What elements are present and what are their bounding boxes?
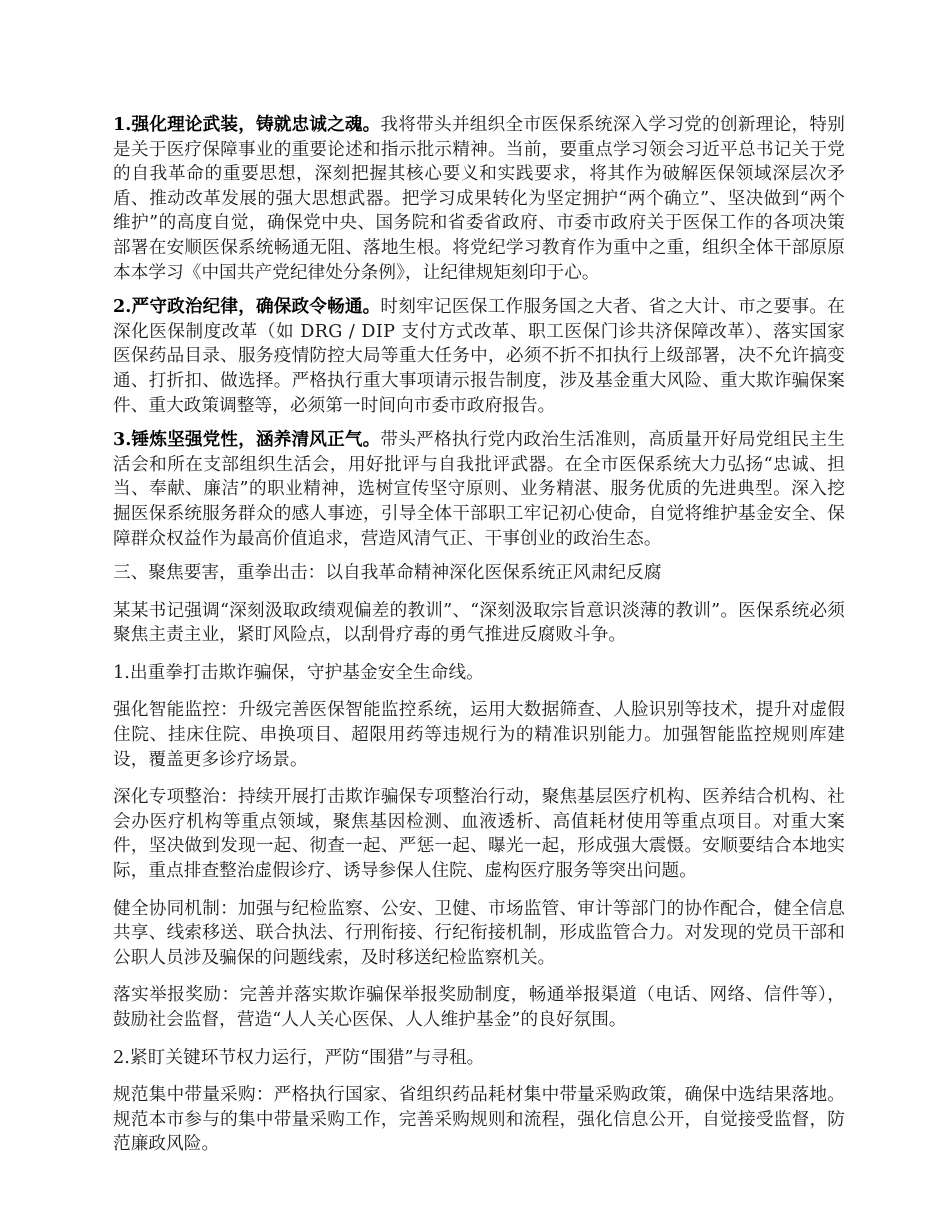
paragraph-block-1 xyxy=(113,113,845,285)
paragraph-block-10: 落实举报奖励：完善并落实欺诈骗保举报奖励制度，畅通举报渠道（电话、网络、信件等），鼓励社会监督，营造“人人关心医保、人人维护基金”的良好氛围。 xyxy=(113,985,845,1030)
acronym-drg-dip: DRG / DIP xyxy=(300,321,396,342)
paragraph-lead-3: 3.锤炼坚强党性，涵养清风正气。 xyxy=(113,429,381,451)
paragraph-block-12: 规范集中带量采购：严格执行国家、省组织药品耗材集中带量采购政策，确保中选结果落地。规范本市参与的集中带量采购工作，完善采购规则和流程，强化信息公开，自觉接受监督，防范廉政风险。 xyxy=(113,1085,845,1155)
paragraph-lead-1: 1.强化理论武装，铸就忠诚之魂。 xyxy=(113,114,381,135)
section-heading-three: 三、聚焦要害，重拳出击：以自我革命精神深化医保系统正风肃纪反腐 xyxy=(113,563,662,584)
numbered-line-1: 1.出重拳打击欺诈骗保，守护基金安全生命线。 xyxy=(113,662,484,683)
paragraph-block-8: 深化专项整治：持续开展打击欺诈骗保专项整治行动，聚焦基层医疗机构、医养结合机构、社会办医疗机构等重点领域，聚焦基因检测、血液透析、高值耗材使用等重点项目。对重大案件，坚决做到发现一起、彻查一起、严惩一起、曝光一起，形成强大震慑。安顺要结合本地实际，重点排查整治虚假诊疗、诱导参保人住院、虚构医疗服务等突出问题。 xyxy=(113,787,845,882)
document-text-body xyxy=(113,113,845,1157)
paragraph-block-9: 健全协同机制：加强与纪检监察、公安、卫健、市场监管、审计等部门的协作配合，健全信息共享、线索移送、联合执法、行刑衔接、行纪衔接机制，形成监管合力。对发现的党员干部和公职人员涉及骗保的问题线索，及时移送纪检监察机关。 xyxy=(113,898,845,968)
paragraph-block-5: 某某书记强调“深刻汲取政绩观偏差的教训”、“深刻汲取宗旨意识淡薄的教训”。医保系统必须聚焦主责主业，紧盯风险点，以刮骨疗毒的勇气推进反腐败斗争。 xyxy=(113,600,845,646)
paragraph-body-1: 我将带头并组织全市医保系统深入学习党的创新理论，特别是关于医疗保障事业的重要论述和指示批示精神。当前，要重点学习领会习近平总书记关于党的自我革命的重要思想，深刻把握其核心要义和实践要求，将其作为破解医保领域深层次矛盾、推动改革发展的强大思想武器。把学习成果转化为坚定拥护“两个确立”、坚决做到“两个维护”的高度自觉，确保党中央、国务院和省委省政府、市委市政府关于医保工作的各项决策部署在安顺医保系统畅通无阻、落地生根。将党纪学习教育作为重中之重，组织全体干部原原本本学习《中国共产党纪律处分条例》，让纪律规矩刻印于心。 xyxy=(113,115,845,283)
paragraph-block-7: 强化智能监控：升级完善医保智能监控系统，运用大数据筛查、人脸识别等技术，提升对虚假住院、挂床住院、串换项目、超限用药等违规行为的精准识别能力。加强智能监控规则库建设，覆盖更多诊疗场景。 xyxy=(113,700,845,770)
paragraph-body-3: 带头严格执行党内政治生活准则，高质量开好局党组民主生活会和所在支部组织生活会，用好批评与自我批评武器。在全市医保系统大力弘扬“忠诚、担当、奉献、廉洁”的职业精神，选树宣传坚守原则、业务精湛、服务优质的先进典型。深入挖掘医保系统服务群众的感人事迹，引导全体干部职工牢记初心使命，自觉将维护基金安全、保障群众权益作为最高价值追求，营造风清气正、干事创业的政治生态。 xyxy=(113,430,845,549)
paragraph-body-2b: 支付方式改革、职工医保门诊共济保障改革）、落实国家医保药品目录、服务疫情防控大局等重大任务中，必须不折不扣执行上级部署，决不允许搞变通、打折扣、做选择。严格执行重大事项请示报告制度，涉及基金重大风险、重大欺诈骗保案件、重大政策调整等，必须第一时间向市委市政府报告。 xyxy=(113,321,845,416)
paragraph-block-3 xyxy=(113,428,845,551)
paragraph-block-2 xyxy=(113,295,845,418)
paragraph-lead-2: 2.严守政治纪律，确保政令畅通。 xyxy=(113,296,381,318)
numbered-line-2: 2.紧盯关键环节权力运行，严防“围猎”与寻租。 xyxy=(113,1047,485,1068)
paragraph-body-2a: 时刻牢记医保工作服务国之大者、省之大计、市之要事。在深化医保制度改革（如 xyxy=(113,297,845,342)
